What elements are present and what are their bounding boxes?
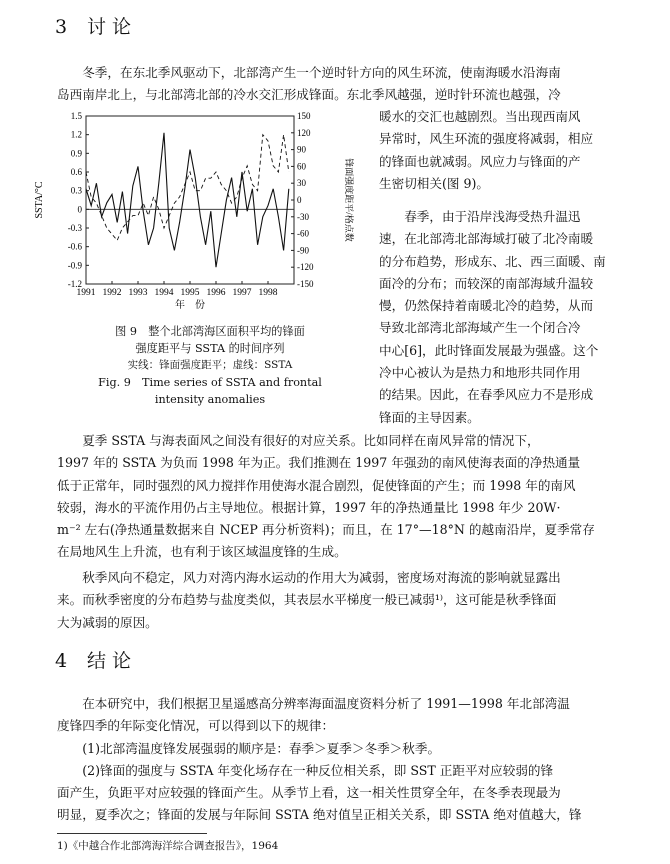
text-line: 岛西南岸北上，与北部湾北部的冷水交汇形成锋面。东北季风越强，逆时针环流也越强，冷: [57, 87, 561, 103]
y-right-tick-label: -30: [297, 211, 309, 222]
caption-cn-line: 图 9 整个北部湾海区面积平均的锋面: [115, 325, 305, 338]
y-left-axis-label: SSTA/°C: [34, 181, 45, 219]
list-item: (1)北部湾温度锋发展强弱的顺序是：春季＞夏季＞冬季＞秋季。: [82, 740, 441, 756]
text-line: 的锋面也就减弱。风应力与锋面的产: [379, 153, 581, 169]
text-line: 速，在北部湾北部海域打破了北冷南暖: [379, 231, 594, 247]
figure-caption: [60, 323, 360, 408]
text-line: m⁻² 左右(净热通量数据来自 NCEP 再分析资料)；而且，在 17°—18°N 的越南沿岸，夏季常存: [57, 522, 595, 538]
y-right-tick-label: 30: [297, 178, 306, 189]
text-line: 大为减弱的原因。: [57, 614, 158, 630]
paragraph-winter-cont: [379, 106, 641, 195]
text-line: 明显，夏季次之；锋面的发展与年际间 SSTA 绝对值呈正相关关系，即 SSTA 绝对值越大，锋: [57, 807, 582, 823]
text-line: 在局地风生上升流，也有利于该区域温度锋的生成。: [57, 544, 347, 560]
y-right-tick-label: 0: [297, 195, 302, 205]
x-tick-label: 1996: [206, 288, 226, 298]
section-number: 4: [55, 650, 68, 672]
section-heading-discussion: [55, 12, 131, 39]
caption-cn-legend: 实线：锋面强度距平；虚线：SSTA: [127, 359, 293, 371]
y-right-tick-label: 90: [297, 144, 306, 155]
text-line: 异常时，风生环流的强度将减弱，相应: [379, 131, 594, 147]
text-line: 面产生，负距平对应较强的锋面产生。从季节上看，这一相关性贯穿全年，在冬季表现最为: [57, 785, 561, 801]
text-line: 暖水的交汇也越剧烈。当出现西南风: [379, 109, 581, 124]
text-line: 度锋四季的年际变化情况，可以得到以下的规律：: [57, 718, 335, 734]
x-axis-label: 年 份: [175, 300, 205, 311]
text-line: 锋面的主导因素。: [379, 409, 480, 425]
caption-en-line: Fig. 9 Time series of SSTA and frontal: [98, 376, 322, 389]
plot-frame: [86, 116, 294, 284]
y-right-tick-label: 120: [297, 127, 311, 138]
section-title: 结 论: [87, 650, 132, 672]
y-right-tick-label: -60: [297, 228, 309, 239]
y-right-tick-label: 60: [297, 161, 306, 172]
caption-cn-line: 强度距平与 SSTA 的时间序列: [135, 342, 285, 355]
y-right-tick-label: -120: [297, 262, 314, 273]
x-tick-label: 1994: [154, 288, 174, 298]
caption-en-line: intensity anomalies: [154, 393, 266, 406]
text-line: 冷中心被认为是热力和地形共同作用: [379, 365, 581, 381]
paragraph-summer: [57, 430, 641, 564]
x-tick-label: 1991: [76, 288, 96, 298]
section-number: 3: [55, 16, 68, 38]
y-right-tick-label: 150: [297, 111, 311, 121]
text-line: 低于正常年，同时强烈的风力搅拌作用使海水混合剧烈，促使锋面的产生；而 1998 年的南风: [57, 477, 576, 493]
paragraph-autumn: [57, 567, 641, 634]
text-line: 生密切相关(图 9)。: [379, 175, 489, 191]
footnote: 1)《中越合作北部湾海洋综合调查报告》，1964: [57, 840, 279, 852]
text-line: 秋季风向不稳定，风力对湾内海水运动的作用大为减弱，密度场对海流的影响就显露出: [82, 570, 561, 585]
series-line-frontal-intensity: [86, 133, 289, 267]
x-tick-label: 1992: [102, 288, 122, 298]
y-left-tick-label: -1.2: [67, 279, 82, 289]
paragraph-winter: [57, 62, 641, 107]
text-line: 的分布趋势，形成东、北、西三面暖、南: [379, 253, 606, 269]
text-line: 导致北部湾北部海域产生一个闭合冷: [379, 320, 581, 336]
y-left-tick-label: 0.6: [70, 167, 82, 177]
text-line: 夏季 SSTA 与海表面风之间没有很好的对应关系。比如同样在南风异常的情况下，: [82, 433, 540, 448]
y-left-tick-label: -0.3: [67, 223, 82, 233]
y-right-tick-label: -150: [297, 279, 314, 289]
paragraph-spring: [379, 206, 641, 429]
x-tick-label: 1997: [232, 288, 252, 298]
y-left-tick-label: 0.3: [70, 185, 82, 196]
list-item: (2)锋面的强度与 SSTA 年变化场存在一种反位相关系，即 SST 正距平对应较弱的锋: [82, 762, 554, 778]
x-tick-label: 1995: [180, 288, 200, 298]
x-tick-label: 1998: [258, 288, 278, 298]
text-line: 面冷的分布；而较深的南部海域升温较: [379, 275, 594, 291]
text-line: 1997 年的 SSTA 为负而 1998 年为正。我们推测在 1997 年强劲的南风使海表面的净热通量: [57, 455, 581, 471]
text-line: 慢，仍然保持着南暖北冷的趋势，从而: [379, 298, 594, 314]
text-line: 的结果。因此，在春季风应力不是形成: [379, 387, 594, 403]
y-left-tick-label: 0.9: [70, 148, 82, 159]
y-left-tick-label: -0.6: [67, 241, 82, 252]
text-line: 春季，由于沿岸浅海受热升温迅: [404, 209, 581, 224]
text-line: 来。而秋季密度的分布趋势与盐度类似，其表层水平梯度一般已减弱¹⁾，这可能是秋季锋面: [57, 592, 557, 608]
paragraph-conclusion: [57, 693, 641, 827]
section-heading-conclusion: [55, 646, 131, 673]
y-left-tick-label: 0: [77, 204, 82, 215]
text-line: 较弱，海水的平流作用仍占主导地位。根据计算，1997 年的净热通量比 1998 年少 20W·: [57, 499, 561, 515]
chart-svg: [28, 108, 362, 318]
x-tick-label: 1993: [128, 288, 148, 298]
y-left-tick-label: 1.2: [70, 129, 82, 140]
figure-9-chart: [28, 108, 362, 318]
y-right-tick-label: -90: [297, 245, 309, 256]
y-left-tick-label: 1.5: [70, 111, 82, 121]
y-left-tick-label: -0.9: [67, 260, 82, 271]
text-line: 冬季，在东北季风驱动下，北部湾产生一个逆时针方向的风生环流，使南海暖水沿海南: [82, 65, 561, 80]
section-title: 讨 论: [87, 16, 132, 38]
text-line: 中心[6]，此时锋面发展最为强盛。这个: [379, 342, 599, 358]
text-line: 在本研究中，我们根据卫星遥感高分辨率海面温度资料分析了 1991—1998 年北部湾温: [82, 696, 570, 711]
y-right-axis-label: 锋面强度距平/格点数: [344, 158, 354, 242]
footnote-rule: [57, 833, 207, 834]
series-line-ssta: [86, 135, 289, 241]
